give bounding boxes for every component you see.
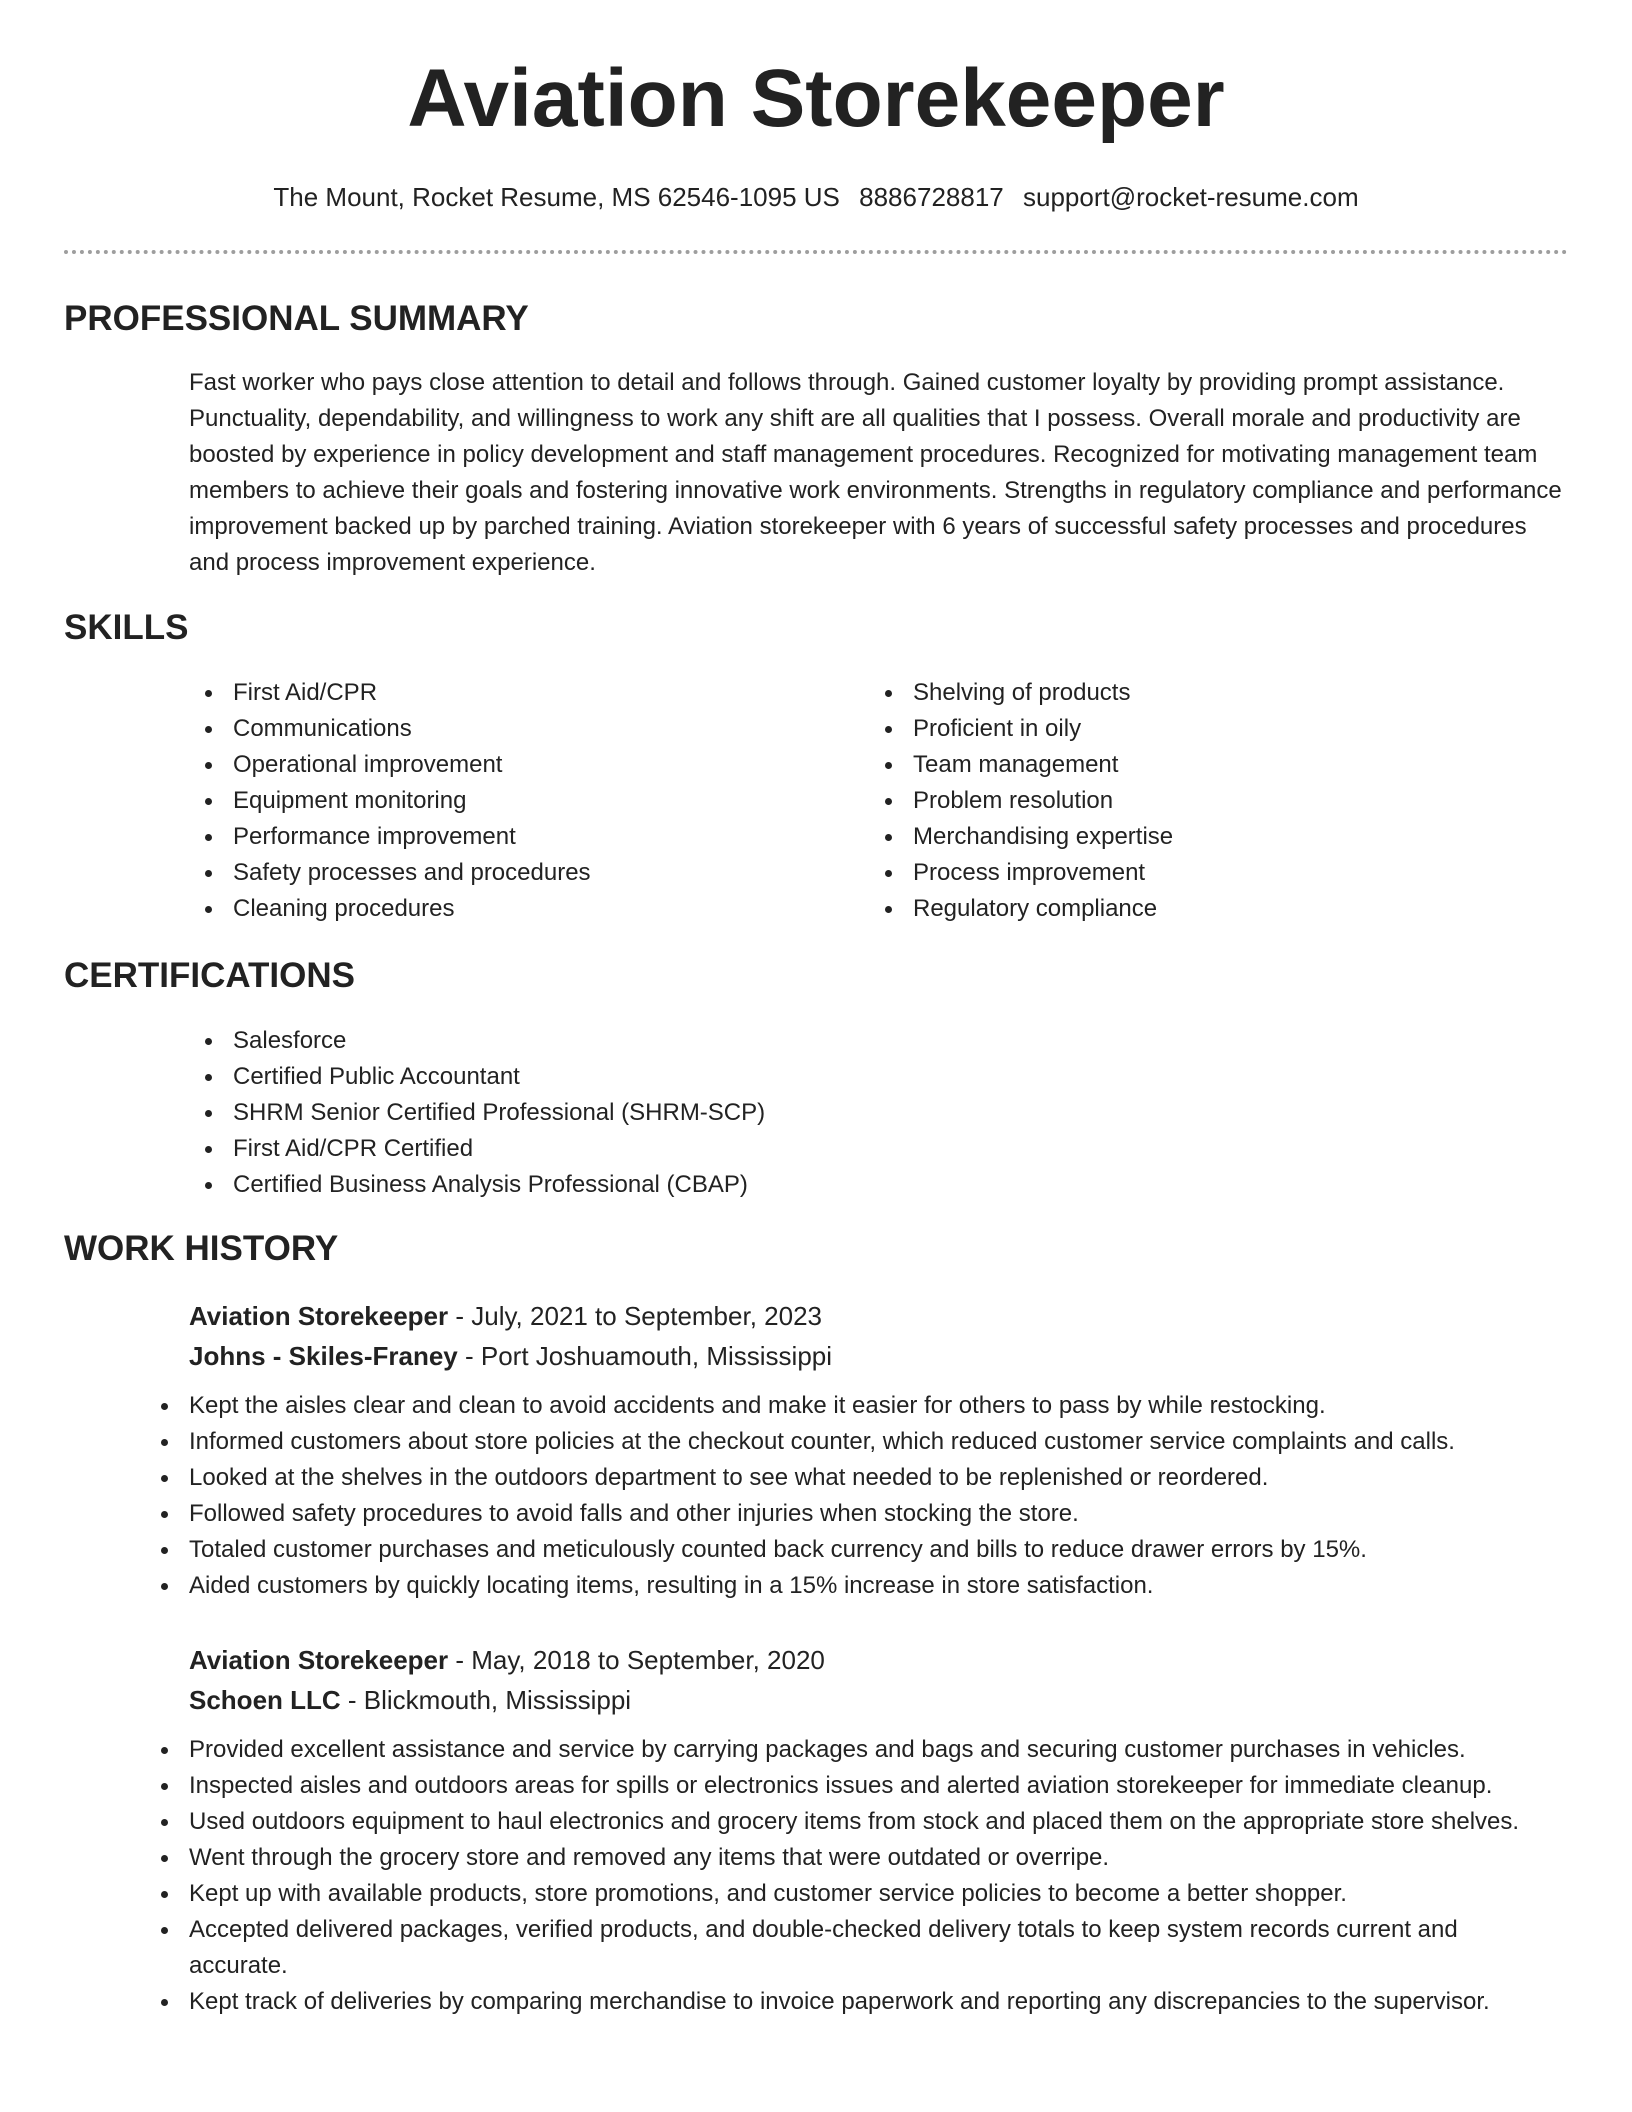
contact-address: The Mount, Rocket Resume, MS 62546-1095 US [273,182,840,212]
job-bullet: Accepted delivered packages, verified products, and double-checked delivery totals to keep system records current and accurate. [145,1912,1525,1984]
job-bullet: Kept the aisles clear and clean to avoid accidents and make it easier for others to pass by while restocking. [145,1388,1545,1424]
certifications-heading: CERTIFICATIONS [64,956,356,995]
certification-item: Salesforce [189,1023,1489,1059]
skill-item: Cleaning procedures [189,891,839,927]
certification-item: Certified Public Accountant [189,1059,1489,1095]
contact-email: support@rocket-resume.com [1022,182,1359,212]
resume-name: Aviation Storekeeper [407,53,1225,144]
job-company: Schoen LLC [189,1685,341,1715]
skill-item: Operational improvement [189,747,839,783]
contact-line [0,182,1632,213]
job-company-line [189,1336,1589,1376]
job-bullet: Followed safety procedures to avoid falls and other injuries when stocking the store. [145,1496,1545,1532]
job-bullet: Aided customers by quickly locating items, resulting in a 15% increase in store satisfaction. [145,1568,1545,1604]
skills-heading: SKILLS [64,608,189,647]
job-bullet: Informed customers about store policies at the checkout counter, which reduced customer service complaints and calls. [145,1424,1545,1460]
job-bullet: Went through the grocery store and removed any items that were outdated or overripe. [145,1840,1525,1876]
job-role: Aviation Storekeeper [189,1645,449,1675]
summary-heading: PROFESSIONAL SUMMARY [64,299,529,338]
job-role: Aviation Storekeeper [189,1301,449,1331]
job-bullet: Kept up with available products, store promotions, and customer service policies to become a better shopper. [145,1876,1525,1912]
skill-item: Proficient in oily [869,711,1519,747]
job-bullet: Looked at the shelves in the outdoors department to see what needed to be replenished or reordered. [145,1460,1545,1496]
contact-phone: 8886728817 [859,182,1004,212]
header-divider [64,250,1568,254]
summary-text: Fast worker who pays close attention to detail and follows through. Gained customer loyalty by providing prompt assistance. Punctuality, dependability, and willingness to work any shift are all qualities that I possess. Overall morale and productivity are boosted by experience in policy development and staff management procedures. Recognized for motivating management team members to achieve their goals and fostering innovative work environments. Strengths in regulatory compliance and performance improvement backed up by parched training. Aviation storekeeper with 6 years of successful safety processes and procedures and process improvement experience. [189,369,1562,576]
skill-item: Regulatory compliance [869,891,1519,927]
skill-item: Process improvement [869,855,1519,891]
skill-item: Shelving of products [869,675,1519,711]
job-entry [189,1640,1569,2020]
job-bullet: Totaled customer purchases and meticulously counted back currency and bills to reduce drawer errors by 15%. [145,1532,1545,1568]
work-history-heading: WORK HISTORY [64,1229,339,1268]
job-location: - Blickmouth, Mississippi [340,1685,632,1715]
job-title-line [189,1640,1569,1680]
job-bullet: Inspected aisles and outdoors areas for spills or electronics issues and alerted aviation storekeeper for immediate cleanup. [145,1768,1525,1804]
job-bullets [189,1732,1569,2020]
certification-item: Certified Business Analysis Professional (CBAP) [189,1167,1489,1203]
skill-item: Problem resolution [869,783,1519,819]
job-company: Johns - Skiles-Franey [189,1341,458,1371]
job-bullet: Kept track of deliveries by comparing merchandise to invoice paperwork and reporting any discrepancies to the supervisor. [145,1984,1525,2020]
skill-item: Equipment monitoring [189,783,839,819]
skill-item: Team management [869,747,1519,783]
skills-list-right [869,675,1519,927]
skill-item: Communications [189,711,839,747]
skill-item: Merchandising expertise [869,819,1519,855]
job-bullet: Provided excellent assistance and service by carrying packages and bags and securing customer purchases in vehicles. [145,1732,1525,1768]
job-dates: - May, 2018 to September, 2020 [448,1645,825,1675]
certification-item: SHRM Senior Certified Professional (SHRM-SCP) [189,1095,1489,1131]
job-company-line [189,1680,1569,1720]
certification-item: First Aid/CPR Certified [189,1131,1489,1167]
job-bullets [189,1388,1589,1604]
job-title-line [189,1296,1589,1336]
skill-item: First Aid/CPR [189,675,839,711]
job-bullet: Used outdoors equipment to haul electronics and grocery items from stock and placed them on the appropriate store shelves. [145,1804,1525,1840]
certifications-list [189,1023,1489,1203]
job-location: - Port Joshuamouth, Mississippi [457,1341,833,1371]
job-entry [189,1296,1589,1604]
skills-list-left [189,675,839,927]
skill-item: Performance improvement [189,819,839,855]
skill-item: Safety processes and procedures [189,855,839,891]
job-dates: - July, 2021 to September, 2023 [448,1301,822,1331]
